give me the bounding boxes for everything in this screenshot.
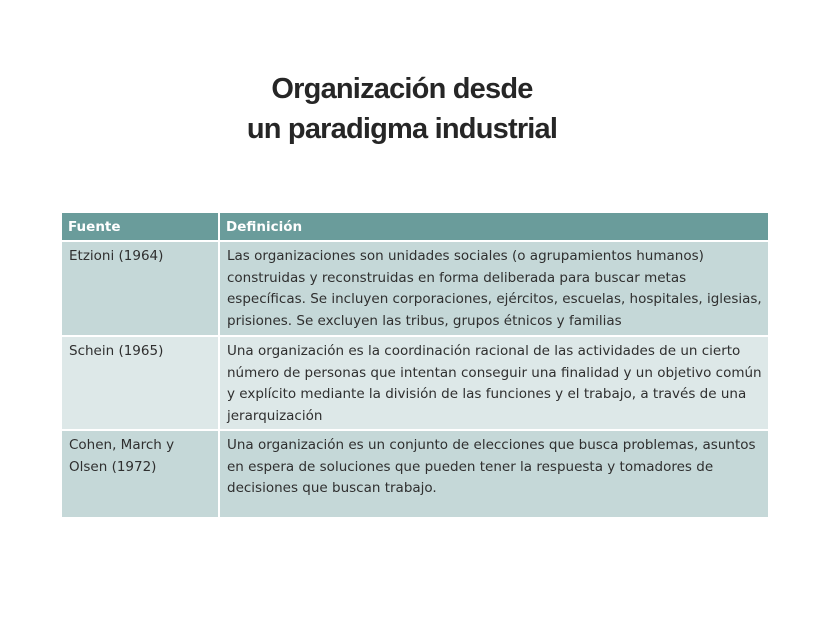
fuente-cell: Schein (1965) xyxy=(62,336,219,430)
definicion-cell: Una organización es la coordinación racional de las actividades de un cierto número de personas que intentan conseguir una finalidad y un objetivo común y explícito mediante la división de las funciones y el trabajo, a través de una jerarquización xyxy=(219,336,768,430)
definitions-table xyxy=(62,213,768,519)
fuente-cell: Cohen, March y Olsen (1972) xyxy=(62,430,219,518)
table-row xyxy=(62,430,768,518)
table-row xyxy=(62,241,768,336)
table-row xyxy=(62,336,768,430)
fuente-cell: Etzioni (1964) xyxy=(62,241,219,336)
slide-title xyxy=(0,69,804,149)
definicion-cell: Una organización es un conjunto de elecciones que busca problemas, asuntos en espera de soluciones que pueden tener la respuesta y tomadores de decisiones que buscan trabajo. xyxy=(219,430,768,518)
definicion-cell: Las organizaciones son unidades sociales (o agrupamientos humanos) construidas y reconstruidas en forma deliberada para buscar metas específicas. Se incluyen corporaciones, ejércitos, escuelas, hospitales, iglesias, prisiones. Se excluyen las tribus, grupos étnicos y familias xyxy=(219,241,768,336)
slide-title-line-1: Organización desde xyxy=(271,73,533,106)
table-header-row xyxy=(62,213,768,241)
column-header-fuente: Fuente xyxy=(62,213,219,241)
slide-title-line-2: un paradigma industrial xyxy=(246,113,558,146)
column-header-definicion: Definición xyxy=(219,213,768,241)
